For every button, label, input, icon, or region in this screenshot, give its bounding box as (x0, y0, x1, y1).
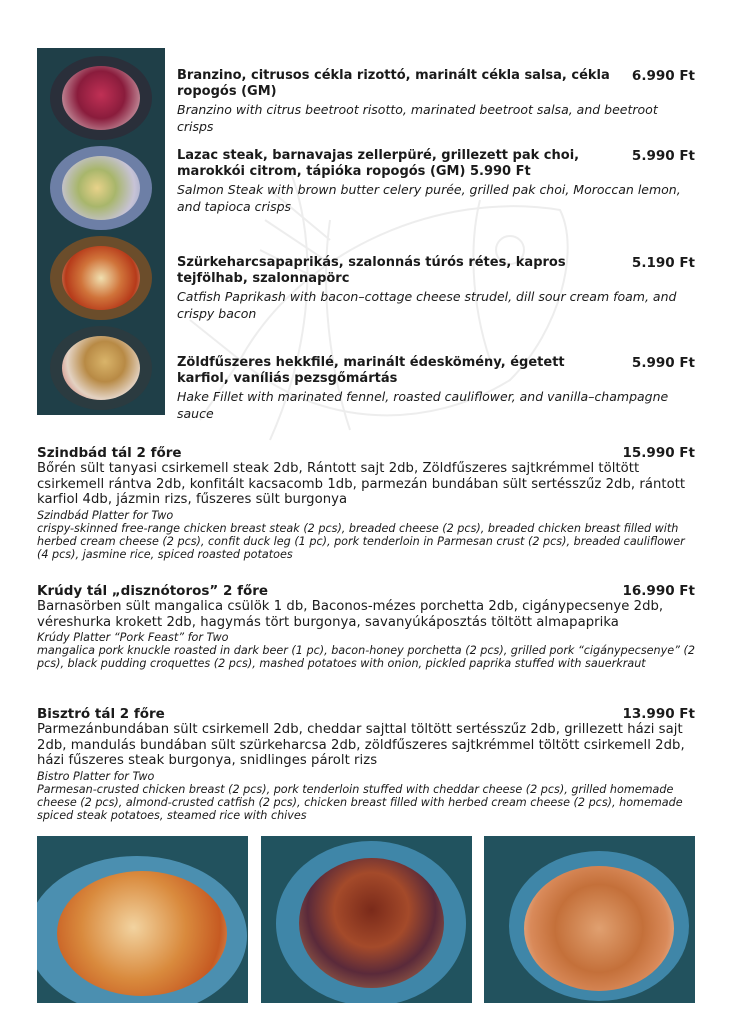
platter-title-en: Szindbád Platter for Two (37, 508, 174, 522)
dish-price: 5.990 Ft (631, 148, 695, 164)
platter-description-en: mangalica pork knuckle roasted in dark beer (1 pc), bacon-honey porchetta (2 pcs), grilled pork “cigánypecsenye” (2 pcs), black pudding croquettes (2 pcs), mashed potatoes with onion, pickled paprika stuffed with sauerkraut (37, 644, 695, 670)
platter-item (37, 445, 695, 561)
dish-name-en: Salmon Steak with brown butter celery purée, grilled pak choi, Moroccan lemon, and tapioca crisps (177, 182, 681, 214)
platter-photo-bisztro (484, 836, 695, 1003)
dish-item (177, 148, 695, 215)
dish-item (177, 68, 695, 135)
platter-title-en: Bistro Platter for Two (37, 769, 155, 783)
dish-item (177, 355, 695, 422)
dish-item (177, 255, 695, 322)
platter-title-en: Krúdy Platter “Pork Feast” for Two (37, 631, 229, 644)
dish-photo-strip (37, 48, 165, 415)
platter-photo-krudy (261, 836, 472, 1003)
platter-title: Bisztró tál 2 főre (37, 706, 165, 722)
dish-name-en: Catfish Paprikash with bacon–cottage cheese strudel, dill sour cream foam, and crispy bacon (177, 289, 677, 321)
dish-photo-salmon (50, 146, 152, 230)
dish-name-en: Branzino with citrus beetroot risotto, marinated beetroot salsa, and beetroot crisps (177, 102, 658, 134)
platter-title: Krúdy tál „disznótoros” 2 főre (37, 583, 269, 599)
dish-price: 5.190 Ft (631, 255, 695, 271)
dish-name-hu: Zöldfűszeres hekkfilé, marinált édeskömény, égetett karfiol, vaníliás pezsgőmártás (177, 355, 565, 386)
dish-name-en: Hake Fillet with marinated fennel, roasted cauliflower, and vanilla–champagne sauce (177, 389, 669, 421)
platter-description-hu: Parmezánbundában sült csirkemell 2db, cheddar sajttal töltött sertésszűz 2db, grillezett házi sajt 2db, mandulás bundában sült szürkeharcsa 2db, zöldfűszeres sajtkrémmel töltött csirkemell 2db, házi fűszeres steak burgonya, snidlinges párolt rizs (37, 722, 685, 768)
platter-title: Szindbád tál 2 főre (37, 445, 182, 461)
dish-price: 5.990 Ft (631, 355, 695, 371)
platter-item (37, 706, 695, 822)
dish-photo-hake (50, 326, 152, 410)
platter-item (37, 583, 695, 670)
platter-price: 15.990 Ft (622, 445, 695, 461)
dish-photo-branzino (50, 56, 152, 140)
platter-price: 16.990 Ft (622, 583, 695, 599)
dish-price: 6.990 Ft (631, 68, 695, 84)
platter-description-hu: Bőrén sült tanyasi csirkemell steak 2db, Rántott sajt 2db, Zöldfűszeres sajtkrémmel töltött csirkemell rántva 2db, konfitált kacsacomb 1db, parmezán bundában sült sertésszűz 2db, rántott karfiol 4db, jázmin rizs, fűszeres sült burgonya (37, 461, 686, 507)
platter-price: 13.990 Ft (622, 706, 695, 722)
platter-description-hu: Barnasörben sült mangalica csülök 1 db, Baconos-mézes porchetta 2db, cigánypecsenye 2db, véreshurka krokett 2db, hagymás tört burgonya, savanyúkáposztás töltött almapaprika (37, 599, 664, 630)
platter-description-en: Parmesan-crusted chicken breast (2 pcs), pork tenderloin stuffed with cheddar cheese (2 pcs), grilled homemade cheese (2 pcs), almond-crusted catfish (2 pcs), chicken breast filled with herbed cream cheese (2 pcs), homemade spiced steak potatoes, steamed rice with chives (37, 782, 683, 822)
dish-name-hu: Szürkeharcsapaprikás, szalonnás túrós rétes, kapros tejfölhab, szalonnapörc (177, 255, 566, 286)
dish-name-hu: Branzino, citrusos cékla rizottó, marinált cékla salsa, cékla ropogós (GM) (177, 68, 610, 99)
dish-photo-catfish (50, 236, 152, 320)
platter-photo-szindbad (37, 836, 248, 1003)
platter-description-en: crispy-skinned free-range chicken breast steak (2 pcs), breaded cheese (2 pcs), breaded chicken breast filled with herbed cream cheese (2 pcs), confit duck leg (1 pc), pork tenderloin in Parmesan crust (2 pcs), breaded cauliflower (4 pcs), jasmine rice, spiced roasted potatoes (37, 521, 685, 561)
dish-name-hu: Lazac steak, barnavajas zellerpüré, grillezett pak choi, marokkói citrom, tápióka ropogós (GM) 5.990 Ft (177, 148, 580, 179)
